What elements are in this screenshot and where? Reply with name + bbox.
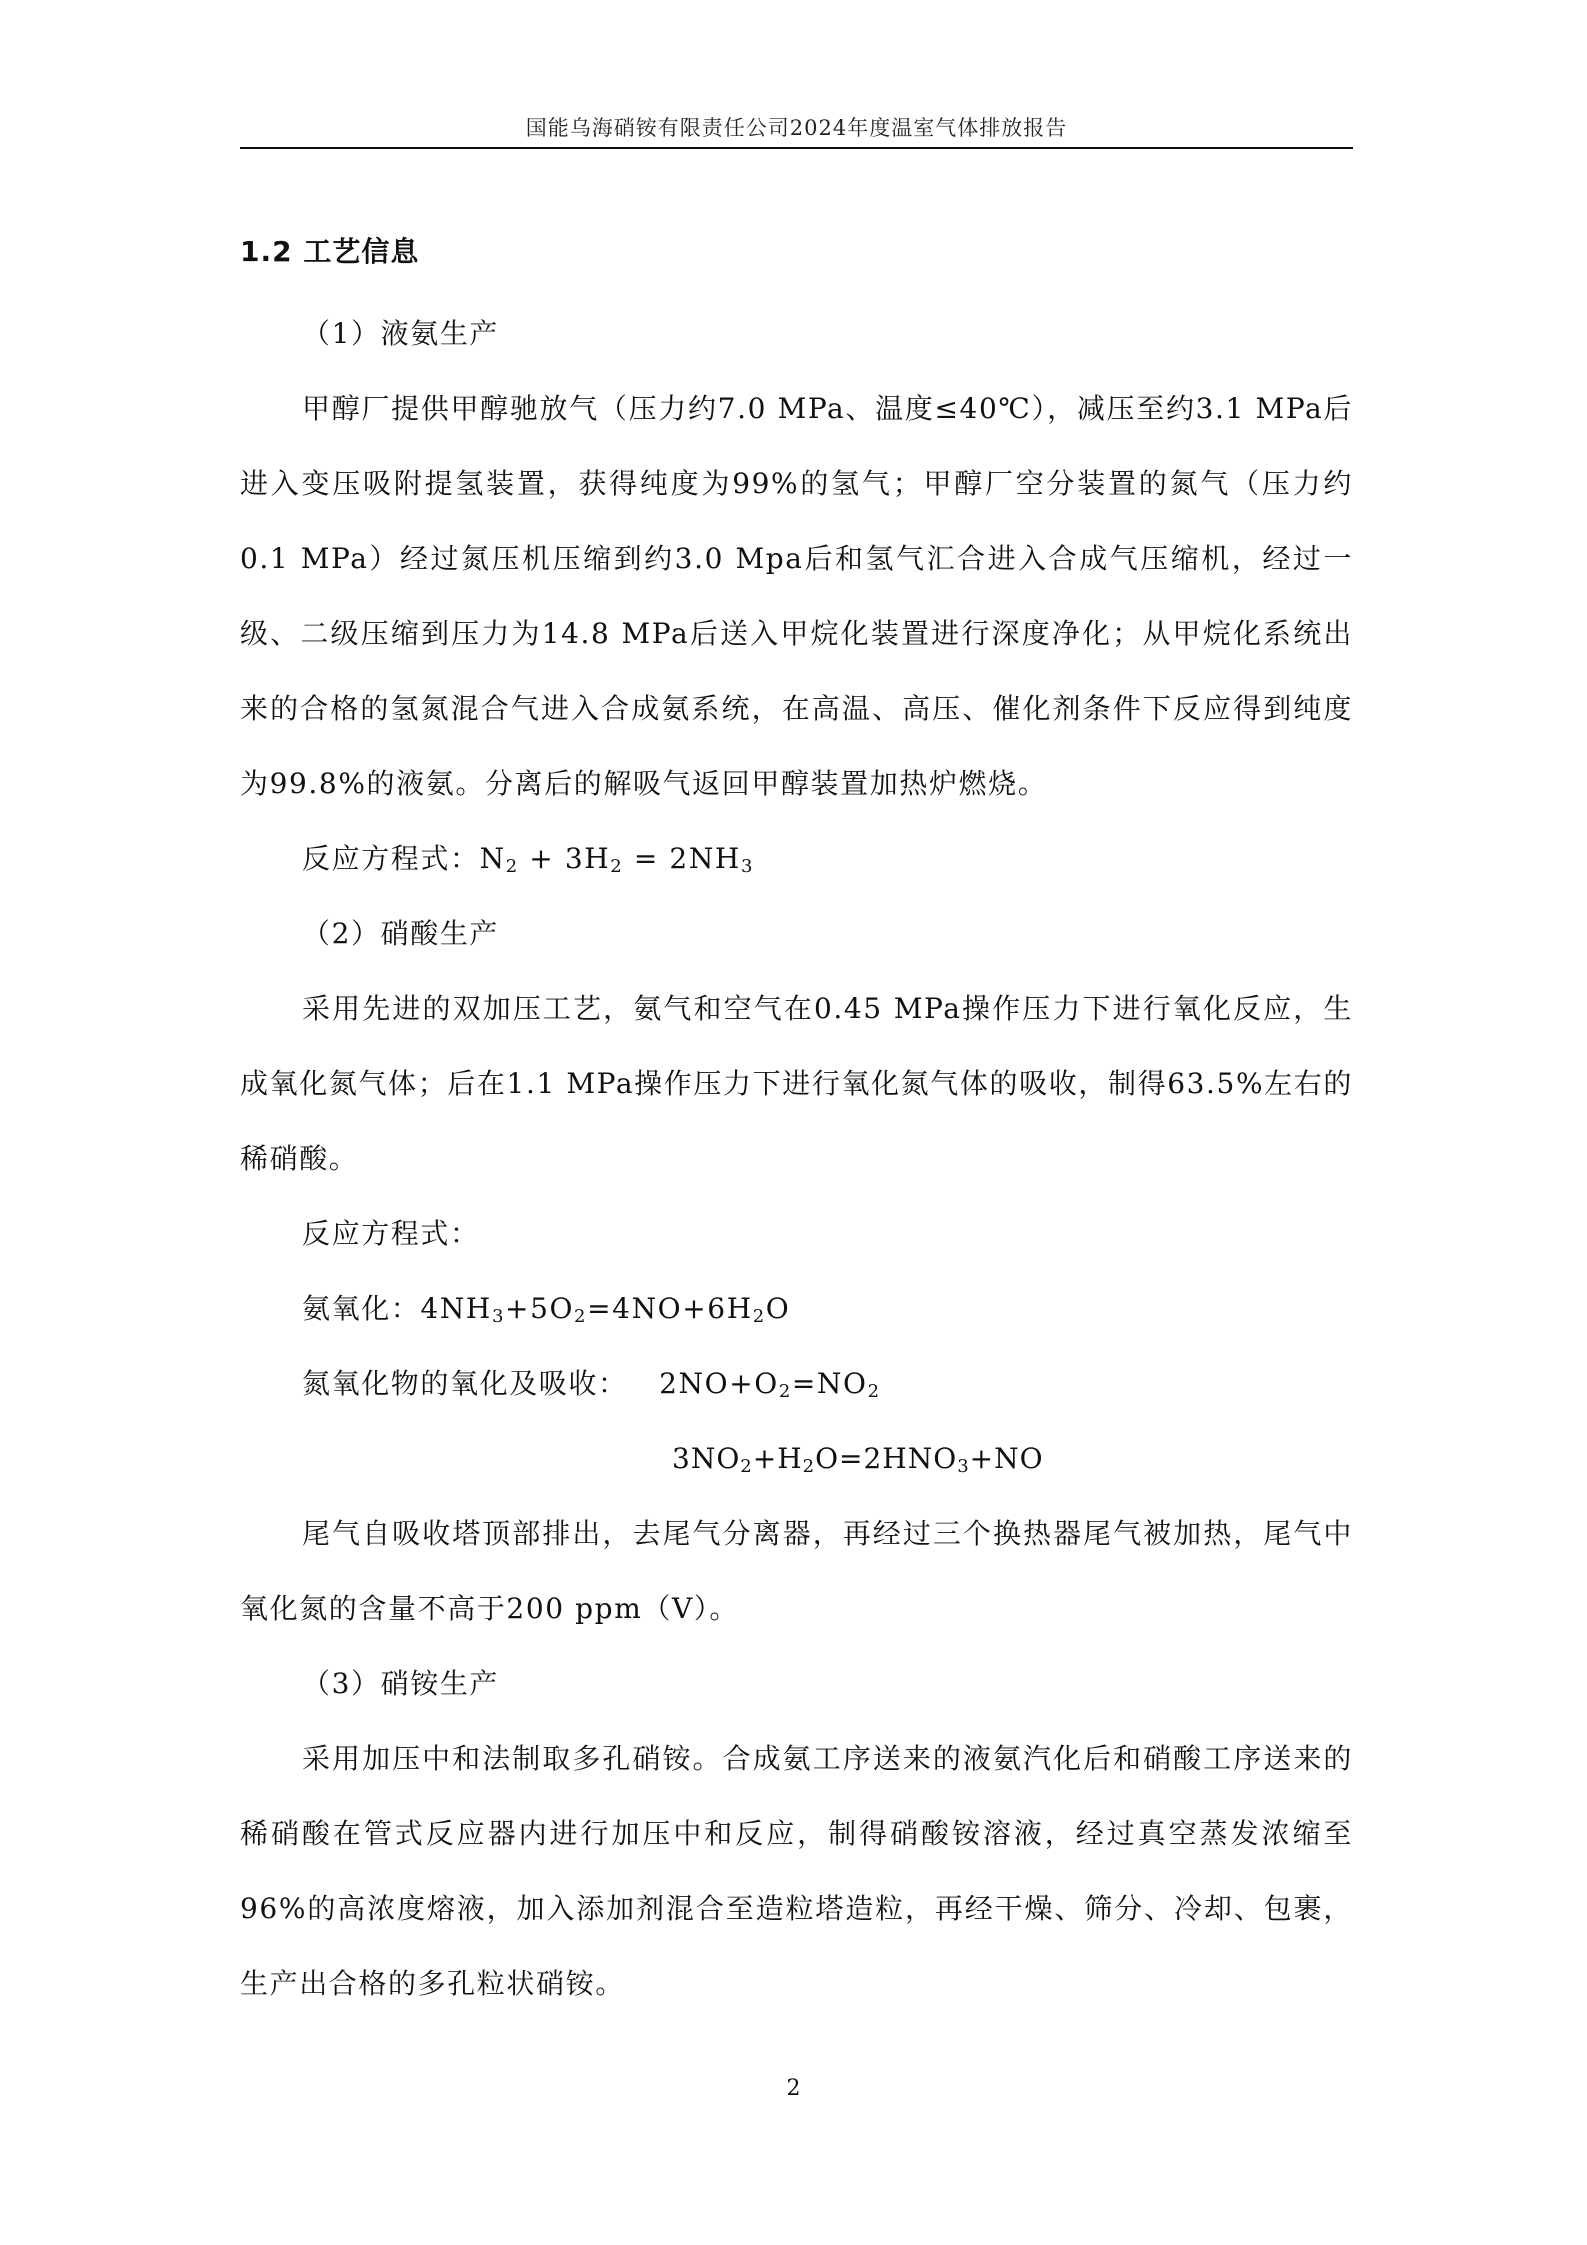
equation-label-nitric: 反应方程式： <box>302 1217 480 1250</box>
eq-subscript: 2 <box>802 1456 816 1477</box>
eq-part: O <box>765 1292 791 1325</box>
eq-part: =4NO+6H <box>587 1292 753 1325</box>
eq-part: N <box>479 842 506 875</box>
eq-part: 3NO <box>672 1442 741 1475</box>
equation-line-nox <box>240 1346 1353 1421</box>
paragraph-ammonium-nitrate: 采用加压中和法制取多孔硝铵。合成氨工序送来的液氨汽化后和硝酸工序送来的稀硝酸在管式反应器内进行加压中和反应，制得硝酸铵溶液，经过真空蒸发浓缩至96%的高浓度熔液，加入添加剂混合至造粒塔造粒，再经干燥、筛分、冷却、包裹，生产出合格的多孔粒状硝铵。 <box>240 1742 1353 2000</box>
paragraph-nitric-acid: 采用先进的双加压工艺，氨气和空气在0.45 MPa操作压力下进行氧化反应，生成氧化氮气体；后在1.1 MPa操作压力下进行氧化氮气体的吸收，制得63.5%左右的稀硝酸。 <box>240 992 1353 1175</box>
paragraph-tail-gas: 尾气自吸收塔顶部排出，去尾气分离器，再经过三个换热器尾气被加热，尾气中氧化氮的含量不高于200 ppm（V）。 <box>240 1517 1353 1625</box>
eq-subscript: 3 <box>491 1306 506 1327</box>
running-header: 国能乌海硝铵有限责任公司2024年度温室气体排放报告 <box>525 116 1068 140</box>
eq-subscript: 2 <box>740 1456 753 1477</box>
page-content <box>240 222 1353 2021</box>
eq-subscript: 3 <box>740 856 755 877</box>
eq-part: 4NH <box>420 1292 492 1325</box>
eq-part: 2NO+O <box>659 1367 779 1400</box>
nox-label: 氮氧化物的氧化及吸收： <box>302 1367 628 1400</box>
subheading-nitric-acid: （2）硝酸生产 <box>302 917 500 950</box>
eq-subscript: 2 <box>778 1381 792 1402</box>
eq-part: +5O <box>505 1292 575 1325</box>
eq-subscript: 2 <box>752 1306 766 1327</box>
eq-subscript: 2 <box>574 1306 588 1327</box>
eq-part: +H <box>752 1442 803 1475</box>
absorption-equation <box>240 1421 1353 1496</box>
subheading-liquid-ammonia: （1）液氨生产 <box>302 317 500 350</box>
header-rule <box>240 147 1353 149</box>
page-number: 2 <box>786 2076 801 2101</box>
section-heading: 1.2 工艺信息 <box>240 235 420 268</box>
equation-line-ammonia <box>240 821 1353 896</box>
eq-part: O=2HNO <box>815 1442 958 1475</box>
eq-part: =NO <box>791 1367 868 1400</box>
eq-subscript: 3 <box>957 1456 970 1477</box>
eq-subscript: 2 <box>505 856 519 877</box>
paragraph-liquid-ammonia: 甲醇厂提供甲醇驰放气（压力约7.0 MPa、温度≤40℃），减压至约3.1 MPa后进入变压吸附提氢装置，获得纯度为99%的氢气；甲醇厂空分装置的氮气（压力约0.1 MPa）经过氮压机压缩到约3.0 Mpa后和氢气汇合进入合成气压缩机，经过一级、二级压缩到压力为14.8 MPa后送入甲烷化装置进行深度净化；从甲烷化系统出来的合格的氢氮混合气进入合成氨系统，在高温、高压、催化剂条件下反应得到纯度为99.8%的液氨。分离后的解吸气返回甲醇装置加热炉燃烧。 <box>240 392 1353 800</box>
eq-subscript: 2 <box>867 1381 881 1402</box>
eq-part: +NO <box>969 1442 1044 1475</box>
subheading-ammonium-nitrate: （3）硝铵生产 <box>302 1667 500 1700</box>
ammonia-synthesis-equation <box>480 842 754 875</box>
ammonia-oxidation-equation <box>420 1292 790 1325</box>
eq-part: = 2NH <box>623 842 741 875</box>
equation-label: 反应方程式： <box>302 842 480 875</box>
eq-subscript: 2 <box>610 856 624 877</box>
eq-part: + 3H <box>518 842 611 875</box>
ammonia-oxidation-label: 氨氧化： <box>302 1292 421 1325</box>
no-oxidation-equation <box>659 1367 881 1400</box>
equation-line-ammonia-oxidation <box>240 1271 1353 1346</box>
